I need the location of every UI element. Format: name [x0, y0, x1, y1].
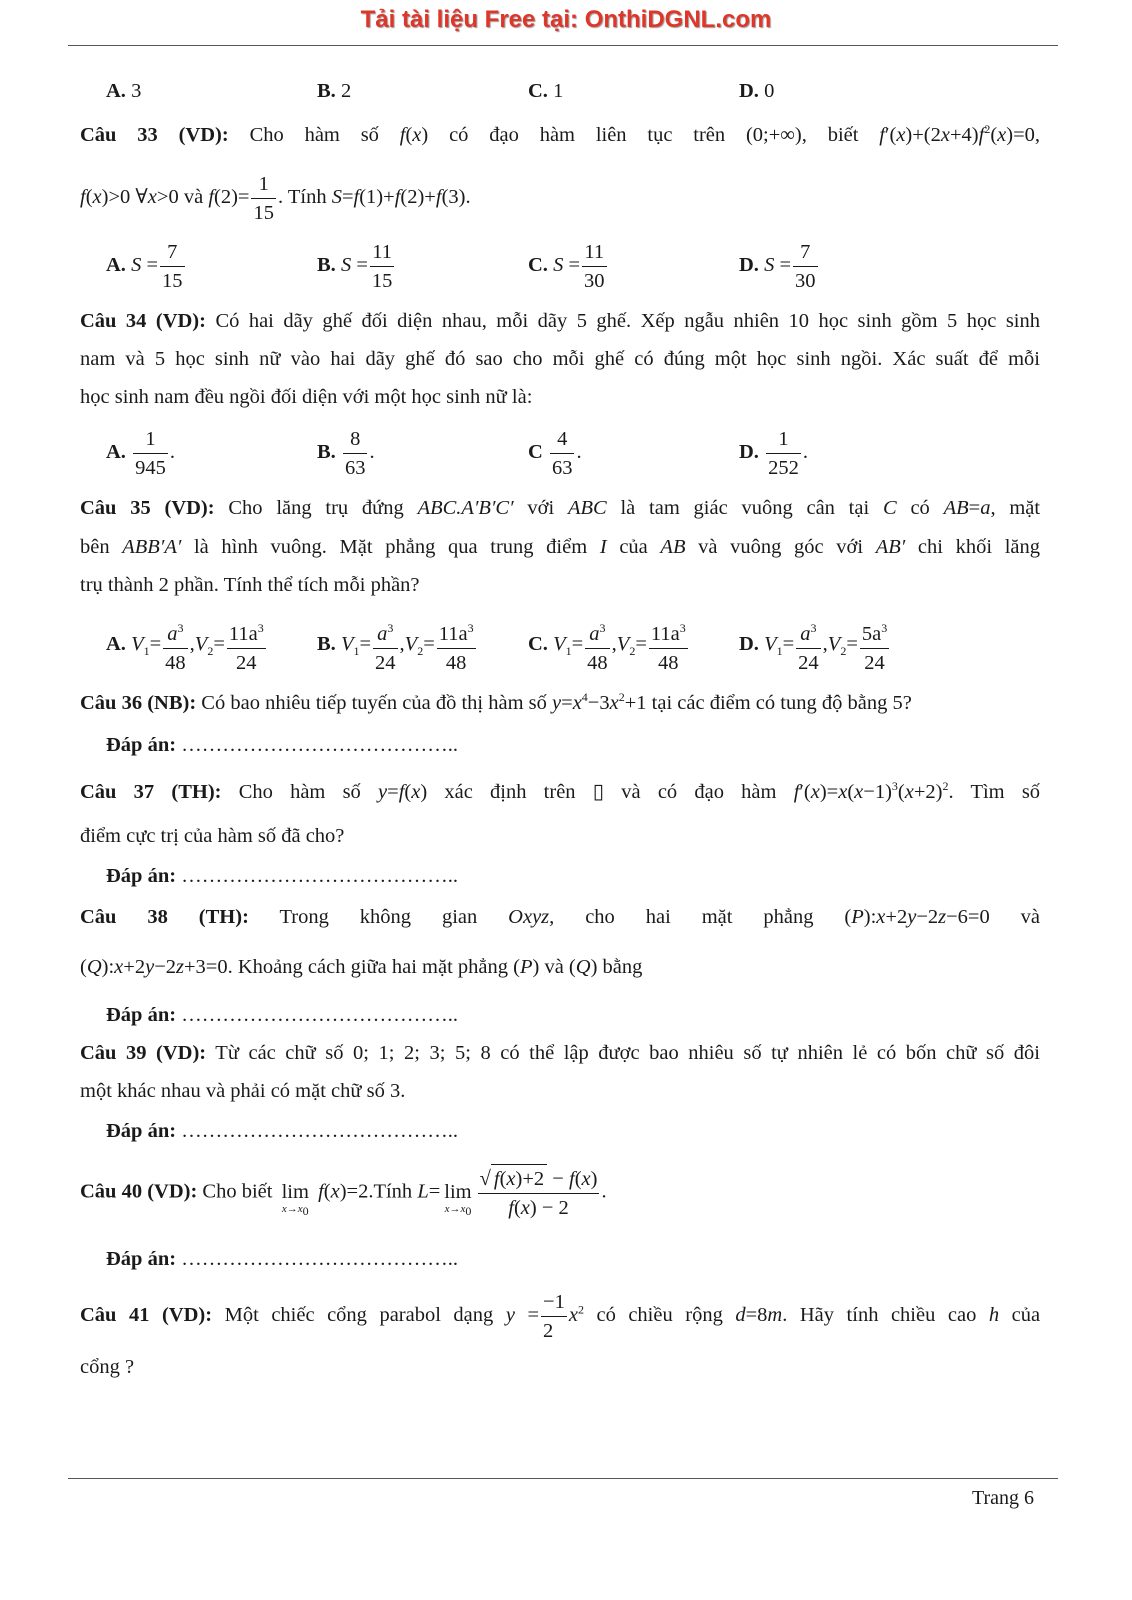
q34-line-1: Câu 34 (VD): Có hai dãy ghế đối diện nhau, mỗi dãy 5 ghế. Xếp ngẫu nhiên 10 học sinh gồm 5 học sinh [80, 310, 1041, 332]
q35-option-a: A. $V_1=$ $\frac{a^3}{48}$ $,V_2=$ $\frac{11a^3}{24}$ [106, 614, 268, 677]
footer-divider [68, 1478, 1058, 1479]
q36-line-1: Câu 36 (NB): Có bao nhiêu tiếp tuyến của đồ thị hàm số $y=x^4-3x^2+1$ tại các điểm có tung độ bằng 5? [80, 690, 912, 714]
q35-option-c: C. $V_1=$ $\frac{a^3}{48}$ $,V_2=$ $\frac{11a^3}{48}$ [528, 614, 690, 677]
q33-line-1: Câu 33 (VD): Cho hàm số f(x) có đạo hàm liên tục trên (0;+∞), biết $f'(x)+(2x+4)f^2(x)=0$, [80, 122, 1041, 146]
q38-line-2: (Q):x+2y−2z+3=0. Khoảng cách giữa hai mặt phẳng (P) và (Q) bằng [80, 956, 643, 978]
site-header[interactable]: Tải tài liệu Free tại: OnthiDGNL.com [360, 6, 772, 33]
q39-line-1: Câu 39 (VD): Từ các chữ số 0; 1; 2; 3; 5; 8 có thể lập được bao nhiêu số tự nhiên lẻ có bốn chữ số đôi [80, 1042, 1040, 1064]
q35-line-3: trụ thành 2 phần. Tính thể tích mỗi phần? [80, 574, 420, 596]
q41-line-2: cổng ? [80, 1356, 135, 1378]
q35-line-2: bên ABB′A′ là hình vuông. Mặt phẳng qua trung điểm I của AB và vuông góc với AB′ chi khối lăng [80, 536, 1041, 558]
q32-option-c: C. 1 [528, 80, 564, 102]
q35-option-d: D. $V_1=$ $\frac{a^3}{24}$ $,V_2=$ $\frac{5a^3}{24}$ [739, 614, 891, 677]
q40-answer[interactable]: Đáp án: ………………………………….. [106, 1248, 458, 1270]
page-number: Trang 6 [971, 1487, 1034, 1509]
q37-line-1: Câu 37 (TH): Cho hàm số y=f(x) xác định trên ▯ và có đạo hàm $f'(x)=x(x-1)^3(x+2)^2$. Tìm số [80, 779, 1041, 803]
q32-option-b: B. 2 [317, 80, 352, 102]
q33-option-a: A. S = $\frac{7}{15}$ [106, 238, 187, 295]
q39-answer[interactable]: Đáp án: ………………………………….. [106, 1120, 458, 1142]
header-divider [68, 45, 1058, 46]
q32-option-d: D. 0 [739, 80, 775, 102]
q34-option-a: A. $\frac{1}{945}$ . [106, 425, 175, 482]
q34-option-c: C $\frac{4}{63}$ . [528, 425, 582, 482]
q35-option-b: B. $V_1=$ $\frac{a^3}{24}$ $,V_2=$ $\frac{11a^3}{48}$ [317, 614, 478, 677]
q34-line-2: nam và 5 học sinh nữ vào hai dãy ghế đó sao cho mỗi ghế có đúng một học sinh ngồi. Xác suất để mỗi [80, 348, 1040, 370]
q37-answer[interactable]: Đáp án: ………………………………….. [106, 865, 458, 887]
q33-line-2: f(x)>0 ∀x>0 và f(2)= $\frac{1}{15}$ . Tính S=f(1)+f(2)+f(3). [80, 170, 1040, 227]
q34-option-b: B. $\frac{8}{63}$ . [317, 425, 375, 482]
q37-line-2: điểm cực trị của hàm số đã cho? [80, 825, 345, 847]
q39-line-2: một khác nhau và phải có mặt chữ số 3. [80, 1080, 406, 1102]
q35-line-1: Câu 35 (VD): Cho lăng trụ đứng ABC.A′B′C′ với ABC là tam giác vuông cân tại C có AB=a, mặt [80, 497, 1041, 519]
q34-option-d: D. $\frac{1}{252}$ . [739, 425, 808, 482]
q40-line-1: Câu 40 (VD): Cho biết lim $x\to x_0$ f(x)=2.Tính L= lim $x\to x_0$ $\frac{√ f(x)+2 - f(x)}{f(x) - 2}$ . [80, 1164, 1040, 1222]
q38-answer[interactable]: Đáp án: ………………………………….. [106, 1004, 458, 1026]
q34-line-3: học sinh nam đều ngồi đối diện với một học sinh nữ là: [80, 386, 533, 408]
q32-option-a: A. 3 [106, 80, 142, 102]
q36-answer[interactable]: Đáp án: ………………………………….. [106, 734, 458, 756]
q41-line-1: Câu 41 (VD): Một chiếc cổng parabol dạng y = $\frac{-1}{2}$ $x^2$ có chiều rộng d=8m. Hãy tính chiều cao h của [80, 1288, 1040, 1345]
q38-line-1: Câu 38 (TH): Trong không gian Oxyz, cho hai mặt phẳng (P):x+2y−2z−6=0 và [80, 906, 1041, 928]
q33-option-d: D. S = $\frac{7}{30}$ [739, 238, 820, 295]
q33-option-c: C. S = $\frac{11}{30}$ [528, 238, 609, 295]
q33-option-b: B. S = $\frac{11}{15}$ [317, 238, 396, 295]
